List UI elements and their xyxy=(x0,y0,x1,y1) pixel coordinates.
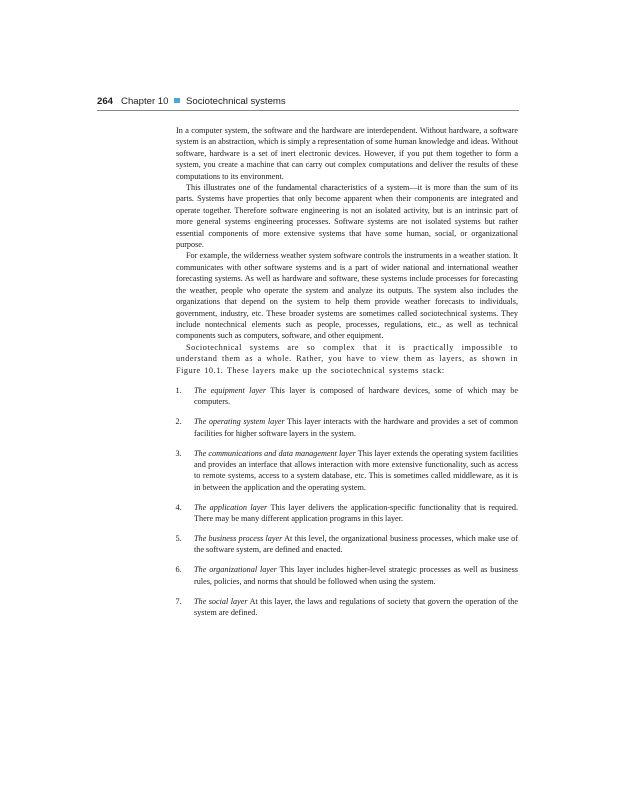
list-item xyxy=(176,416,518,439)
layer-description: This layer extends the operating system facilities and provides an interface that allows interaction with more extensive functionality, such as access to remote systems, access to a system database, etc. This is sometimes called middleware, as it is in between the application and the operating system. xyxy=(194,448,518,492)
paragraph: For example, the wilderness weather system software controls the instruments in a weather station. It communicates with other software systems and is a part of wider national and international weather forecasting systems. As well as hardware and software, these systems include processes for forecasting the weather, people who operate the system and analyze its outputs. The system also includes the organizations that depend on the system to help them provide weather forecasts to individuals, government, industry, etc. These broader systems are sometimes called sociotechnical systems. They include nontechnical elements such as people, processes, regulations, etc., as well as technical components such as computers, software, and other equipment. xyxy=(176,251,518,341)
page-body xyxy=(176,125,518,627)
layer-description: This layer includes higher-level strategic processes as well as business rules, policies, and norms that should be followed when using the system. xyxy=(194,565,518,586)
list-item xyxy=(176,533,518,556)
chapter-label: Chapter 10 xyxy=(121,96,169,107)
layer-title: The business process layer xyxy=(194,534,283,543)
layer-title: The social layer xyxy=(194,596,248,606)
list-item xyxy=(176,596,518,619)
layer-description: This layer interacts with the hardware and provides a set of common facilities for higher software layers in the system. xyxy=(194,417,518,438)
list-number: 3. xyxy=(175,448,182,458)
layer-description: At this level, the organizational business processes, which make use of the software system, are defined and enacted. xyxy=(194,534,518,555)
list-number: 6. xyxy=(175,565,182,575)
layer-list xyxy=(176,385,518,619)
layer-description: At this layer, the laws and regulations of society that govern the operation of the system are defined. xyxy=(194,596,518,618)
list-item xyxy=(176,564,518,587)
list-number: 2. xyxy=(175,417,182,427)
list-item xyxy=(176,448,518,494)
page-number: 264 xyxy=(97,96,114,107)
list-item xyxy=(176,502,518,525)
running-header xyxy=(97,96,519,108)
layer-title: The operating system layer xyxy=(194,417,285,427)
list-item xyxy=(176,385,518,408)
layer-title: The organizational layer xyxy=(194,565,277,575)
list-number: 7. xyxy=(175,596,182,606)
layer-title: The communications and data management layer xyxy=(194,448,356,458)
layer-description: This layer is composed of hardware devices, some of which may be computers. xyxy=(194,385,518,407)
list-number: 5. xyxy=(175,534,182,543)
paragraph: In a computer system, the software and the hardware are interdependent. Without hardware, a software system is an abstraction, which is simply a representation of some human knowledge and ideas. Without software, hardware is a set of inert electronic devices. However, if you put them together to form a system, you create a machine that can carry out complex computations and deliver the results of these computations to its environment. xyxy=(176,126,518,181)
header-square-marker xyxy=(174,98,180,104)
paragraph: Sociotechnical systems are so complex that it is practically impossible to understand them as a whole. Rather, you have to view them as layers, as shown in Figure 10.1. These layers make up the sociotechnical systems stack: xyxy=(176,342,518,375)
paragraph: This illustrates one of the fundamental characteristics of a system—it is more than the sum of its parts. Systems have properties that only become apparent when their components are integrated and operate together. Therefore software engineering is not an isolated activity, but is an intrinsic part of more general systems engineering processes. Software systems are not isolated systems but rather essential components of more extensive systems that have some human, social, or organizational purpose. xyxy=(176,183,518,250)
chapter-title: Sociotechnical systems xyxy=(185,96,286,107)
list-number: 1. xyxy=(175,385,182,395)
header-rule xyxy=(97,110,519,111)
layer-description: This layer delivers the application-specific functionality that is required. There may be many different application programs in this layer. xyxy=(194,502,518,524)
layer-title: The equipment layer xyxy=(194,385,266,395)
layer-title: The application layer xyxy=(194,502,268,512)
list-number: 4. xyxy=(175,502,182,512)
